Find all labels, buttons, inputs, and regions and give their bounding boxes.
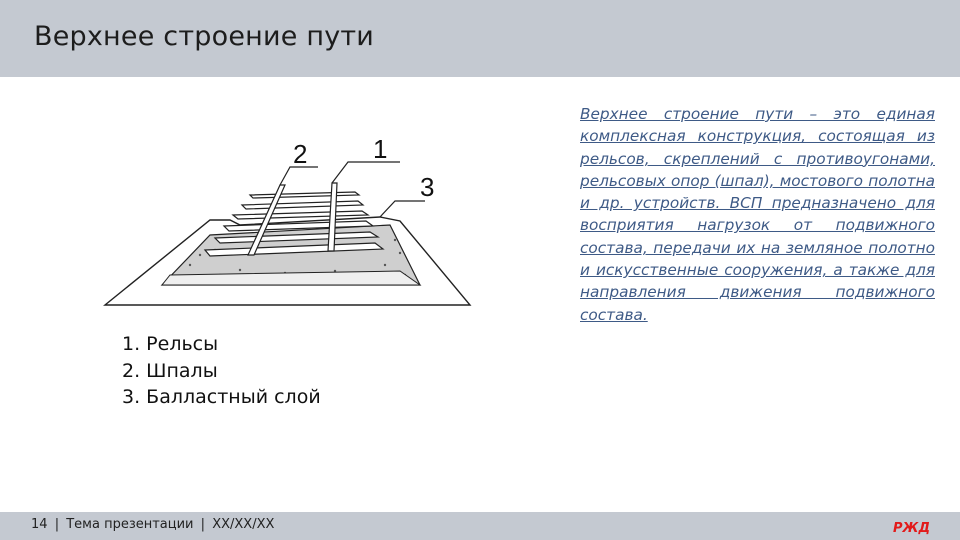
- header-bar: [0, 0, 960, 77]
- presentation-topic: Тема презентации: [66, 517, 194, 532]
- footer-info: [31, 517, 274, 532]
- footer-separator: |: [200, 517, 206, 532]
- legend-item-ballast: 3. Балластный слой: [122, 386, 321, 408]
- legend-item-sleepers: 2. Шпалы: [122, 359, 218, 382]
- footer-separator: |: [54, 517, 60, 532]
- page-title: Верхнее строение пути: [34, 21, 375, 52]
- legend-item-rails: 1. Рельсы: [122, 333, 219, 355]
- svg-text:РЖД: РЖД: [893, 521, 931, 536]
- page-number: 14: [31, 517, 48, 532]
- definition-text: Верхнее строение пути – это единая комплексная конструкция, состоящая из рельсов, скреплений с противоугонами, рельсовых опор (шпал), мостового полотна и др. устройств. ВСП предназначено для восприятия нагрузок от подвижного состава, передачи их на земляное полотно и искусственные сооружения, а также для направления движения подвижного состава.: [580, 105, 935, 324]
- callout-1: 1: [373, 134, 388, 164]
- callout-2: 2: [293, 139, 308, 169]
- footer-bar: [0, 512, 960, 540]
- track-structure-diagram: [100, 125, 480, 315]
- callout-3: 3: [420, 172, 435, 202]
- presentation-date: XX/XX/XX: [212, 517, 275, 532]
- diagram-legend: [122, 331, 321, 411]
- rzd-logo-icon: [892, 517, 931, 536]
